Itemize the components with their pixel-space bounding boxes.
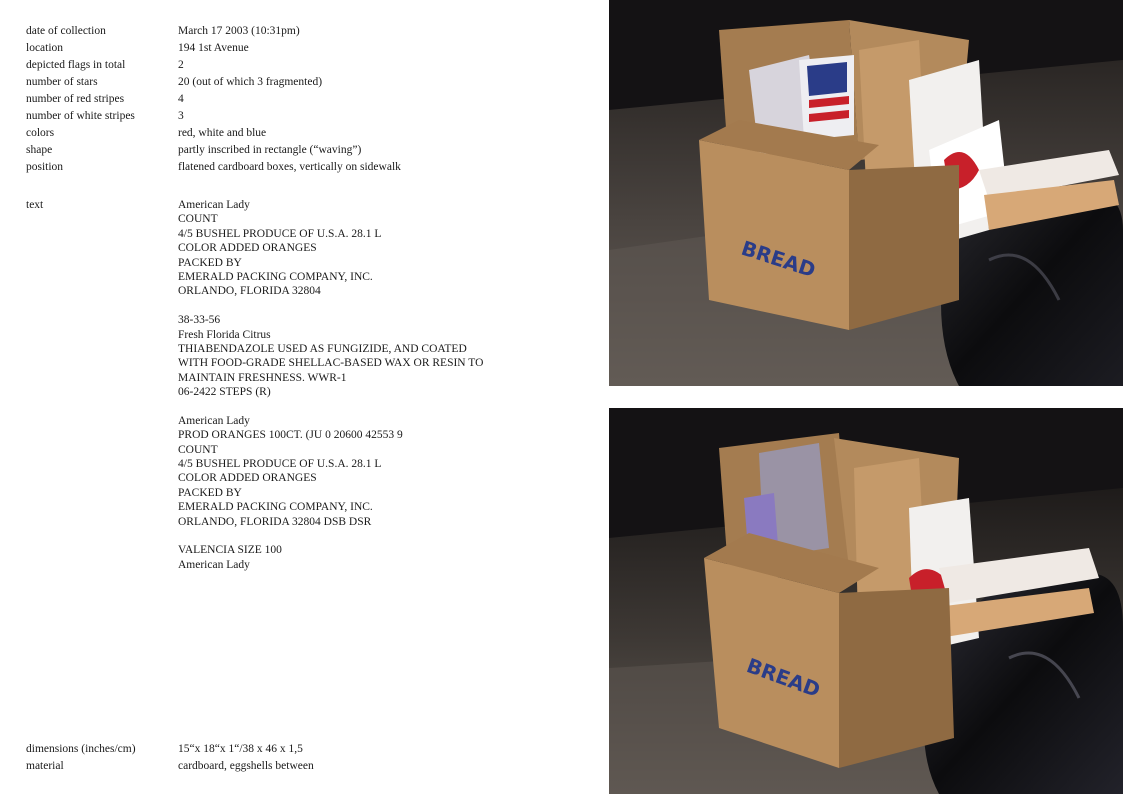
text-line: COUNT	[178, 443, 218, 456]
text-line: THIABENDAZOLE USED AS FUNGIZIDE, AND COATED	[178, 342, 467, 355]
text-line: COLOR ADDED ORANGES	[178, 472, 317, 485]
box-stamp-text: BREAD	[743, 653, 824, 702]
metadata-label: shape	[26, 144, 53, 156]
metadata-value: 20 (out of which 3 fragmented)	[178, 76, 323, 88]
text-label: text	[26, 199, 44, 211]
photo-top-illustration	[609, 0, 1123, 386]
text-lines	[178, 198, 483, 572]
text-line: 06-2422 STEPS (R)	[178, 386, 271, 399]
metadata-row-shape	[26, 142, 586, 159]
metadata-row-dimensions	[26, 741, 586, 758]
text-line: ORLANDO, FLORIDA 32804	[178, 285, 321, 298]
metadata-value: 194 1st Avenue	[178, 42, 249, 54]
text-line	[178, 399, 483, 413]
metadata-label: position	[26, 161, 64, 173]
metadata-list	[26, 23, 586, 176]
metadata-label: number of white stripes	[26, 110, 135, 122]
metadata-label: dimensions (inches/cm)	[26, 743, 136, 755]
text-line: PACKED BY	[178, 486, 242, 499]
text-line: ORLANDO, FLORIDA 32804 DSB DSR	[178, 515, 372, 528]
metadata-value: March 17 2003 (10:31pm)	[178, 25, 300, 37]
text-line: 4/5 BUSHEL PRODUCE OF U.S.A. 28.1 L	[178, 458, 382, 471]
metadata-label: date of collection	[26, 25, 106, 37]
metadata-value: flatened cardboard boxes, vertically on sidewalk	[178, 161, 401, 173]
text-line: EMERALD PACKING COMPANY, INC.	[178, 501, 373, 514]
metadata-value: 15“x 18“x 1“/38 x 46 x 1,5	[178, 743, 303, 755]
metadata-row-colors	[26, 125, 586, 142]
metadata-value: cardboard, eggshells between	[178, 760, 314, 772]
text-line: Fresh Florida Citrus	[178, 328, 271, 341]
text-line: American Lady	[178, 199, 250, 211]
metadata-value: 3	[178, 110, 184, 122]
text-line: EMERALD PACKING COMPANY, INC.	[178, 270, 373, 283]
text-line: WITH FOOD-GRADE SHELLAC-BASED WAX OR RESIN TO	[178, 357, 484, 370]
box-stamp-text: BREAD	[738, 235, 819, 283]
metadata-row-date	[26, 23, 586, 40]
metadata-row-flags	[26, 57, 586, 74]
metadata-label: material	[26, 760, 64, 772]
metadata-label: number of stars	[26, 76, 98, 88]
text-line: VALENCIA SIZE 100	[178, 544, 282, 557]
metadata-value: partly inscribed in rectangle (“waving”)	[178, 144, 362, 156]
metadata-value: 2	[178, 59, 184, 71]
metadata-value: red, white and blue	[178, 127, 267, 139]
metadata-row-red-stripes	[26, 91, 586, 108]
text-line	[178, 529, 483, 543]
metadata-row-stars	[26, 74, 586, 91]
metadata-value: 4	[178, 93, 184, 105]
metadata-label: colors	[26, 127, 55, 139]
text-line: COLOR ADDED ORANGES	[178, 242, 317, 255]
text-line: COUNT	[178, 213, 218, 226]
text-line: MAINTAIN FRESHNESS. WWR-1	[178, 371, 347, 384]
metadata-row-location	[26, 40, 586, 57]
photo-top	[609, 0, 1123, 386]
metadata-label: number of red stripes	[26, 93, 125, 105]
photo-bottom	[609, 408, 1123, 794]
text-line: 4/5 BUSHEL PRODUCE OF U.S.A. 28.1 L	[178, 227, 382, 240]
metadata-label: depicted flags in total	[26, 59, 126, 71]
text-line: PROD ORANGES 100CT. (JU 0 20600 42553 9	[178, 429, 403, 442]
text-line: 38-33-56	[178, 314, 221, 327]
metadata-row-material	[26, 758, 586, 775]
photo-bottom-illustration	[609, 408, 1123, 794]
text-line: PACKED BY	[178, 256, 242, 269]
metadata-row-white-stripes	[26, 108, 586, 125]
text-line	[178, 299, 483, 313]
text-line: American Lady	[178, 414, 250, 427]
metadata-row-position	[26, 159, 586, 176]
metadata-label: location	[26, 42, 64, 54]
text-line: American Lady	[178, 558, 250, 571]
bottom-metadata	[26, 741, 586, 775]
